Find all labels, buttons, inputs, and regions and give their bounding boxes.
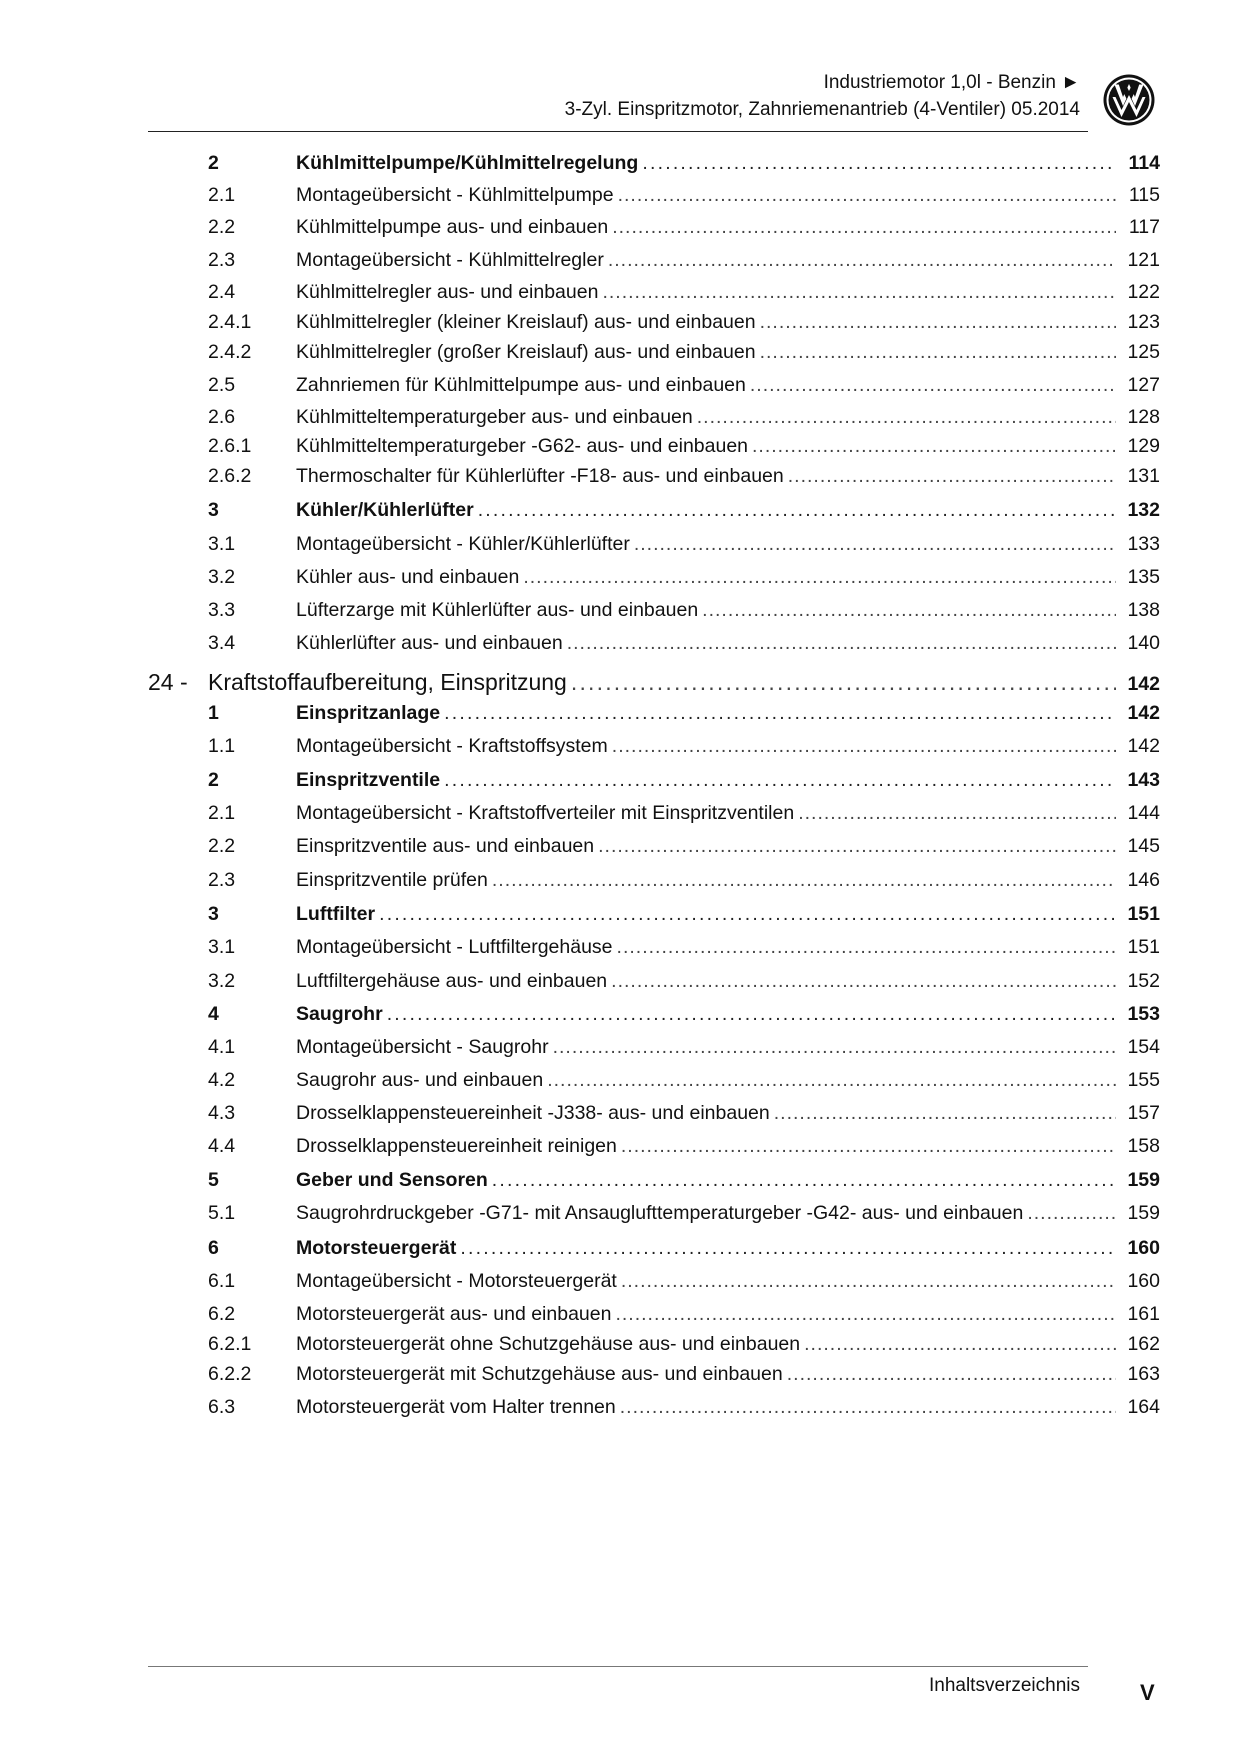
- toc-number: 1.1: [208, 735, 236, 757]
- toc-title: Kühlmittelpumpe aus- und einbauen: [296, 216, 609, 238]
- toc-number: 3.2: [208, 566, 236, 588]
- toc-entry[interactable]: [148, 435, 1160, 465]
- toc-page-number: 135: [1127, 566, 1160, 588]
- toc-number: 3: [208, 903, 219, 925]
- header-divider: [148, 131, 1088, 132]
- toc-title: Kühlmittelregler (kleiner Kreislauf) aus- und einbauen: [296, 311, 756, 333]
- toc-title: Einspritzventile prüfen: [296, 869, 488, 891]
- toc-leader-dots: [788, 465, 1116, 488]
- toc-page-number: 132: [1127, 499, 1160, 521]
- toc-entry[interactable]: [148, 1169, 1160, 1199]
- toc-number: 4.2: [208, 1069, 236, 1091]
- footer-page-number: V: [1140, 1680, 1155, 1705]
- toc-number: 2.5: [208, 374, 236, 396]
- toc-page-number: 115: [1128, 184, 1160, 206]
- toc-leader-dots: [492, 1169, 1116, 1192]
- toc-entry[interactable]: [148, 249, 1160, 279]
- toc-title: Kühlmittelregler aus- und einbauen: [296, 281, 599, 303]
- toc-number: 2.6.2: [208, 465, 252, 487]
- toc-title: Motorsteuergerät ohne Schutzgehäuse aus- und einbauen: [296, 1333, 801, 1355]
- toc-number: 1: [208, 702, 219, 724]
- toc-number: 2.1: [208, 184, 236, 206]
- toc-number: 6.2.2: [208, 1363, 252, 1385]
- header-subtitle: 3-Zyl. Einspritzmotor, Zahnriemenantrieb (4-Ventiler) 05.2014: [564, 99, 1080, 120]
- toc-title: Saugrohr: [296, 1003, 383, 1025]
- toc-page-number: 114: [1128, 152, 1160, 174]
- toc-title: Montageübersicht - Kühler/Kühlerlüfter: [296, 533, 630, 555]
- toc-leader-dots: [642, 152, 1116, 175]
- toc-leader-dots: [752, 435, 1116, 458]
- toc-title: Kühlerlüfter aus- und einbauen: [296, 632, 563, 654]
- toc-entry[interactable]: [148, 1396, 1160, 1426]
- toc-page-number: 138: [1127, 599, 1160, 621]
- toc-entry[interactable]: [148, 1237, 1160, 1267]
- toc-page-number: 157: [1127, 1102, 1160, 1124]
- toc-page-number: 145: [1127, 835, 1160, 857]
- toc-page-number: 146: [1127, 869, 1160, 891]
- toc-page-number: 160: [1127, 1237, 1160, 1259]
- toc-title: Kühlmittelregler (großer Kreislauf) aus- und einbauen: [296, 341, 756, 363]
- toc-leader-dots: [1027, 1202, 1116, 1225]
- toc-leader-dots: [697, 406, 1116, 429]
- toc-page-number: 152: [1127, 970, 1160, 992]
- toc-number: 2.4.1: [208, 311, 252, 333]
- toc-page-number: 121: [1127, 249, 1160, 271]
- toc-entry[interactable]: [148, 802, 1160, 832]
- toc-entry[interactable]: [148, 406, 1160, 436]
- toc-title: Kühler/Kühlerlüfter: [296, 499, 474, 521]
- toc-number: 2.4.2: [208, 341, 252, 363]
- toc-entry[interactable]: [148, 499, 1160, 529]
- toc-number: 5: [208, 1169, 219, 1191]
- toc-page-number: 164: [1127, 1396, 1160, 1418]
- toc-title: Luftfiltergehäuse aus- und einbauen: [296, 970, 608, 992]
- toc-number: 6: [208, 1237, 219, 1259]
- toc-title: Kraftstoffaufbereitung, Einspritzung: [208, 669, 567, 695]
- toc-leader-dots: [774, 1102, 1116, 1125]
- toc-leader-dots: [387, 1003, 1116, 1026]
- toc-title: Montageübersicht - Motorsteuergerät: [296, 1270, 617, 1292]
- toc-number: 3.4: [208, 632, 236, 654]
- toc-page-number: 158: [1127, 1135, 1160, 1157]
- toc-page-number: 151: [1127, 903, 1160, 925]
- toc-number: 6.3: [208, 1396, 236, 1418]
- toc-entry[interactable]: [148, 1303, 1160, 1333]
- toc-page-number: 144: [1127, 802, 1160, 824]
- toc-title: Montageübersicht - Saugrohr: [296, 1036, 549, 1058]
- toc-leader-dots: [492, 869, 1116, 892]
- toc-entry[interactable]: [148, 216, 1160, 246]
- toc-title: Saugrohrdruckgeber -G71- mit Ansauglufttemperaturgeber -G42- aus- und einbauen: [296, 1202, 1024, 1224]
- toc-title: Einspritzventile: [296, 769, 441, 791]
- toc-number: 4.4: [208, 1135, 236, 1157]
- toc-number: 2.3: [208, 249, 236, 271]
- toc-page-number: 129: [1127, 435, 1160, 457]
- toc-page-number: 160: [1127, 1270, 1160, 1292]
- toc-entry[interactable]: [148, 533, 1160, 563]
- toc-number: 2.2: [208, 216, 236, 238]
- toc-entry[interactable]: [148, 1102, 1160, 1132]
- toc-leader-dots: [618, 184, 1116, 207]
- toc-title: Motorsteuergerät: [296, 1237, 457, 1259]
- toc-leader-dots: [571, 669, 1116, 696]
- toc-entry[interactable]: [148, 903, 1160, 933]
- toc-entry[interactable]: [148, 566, 1160, 596]
- toc-title: Geber und Sensoren: [296, 1169, 488, 1191]
- toc-title: Drosselklappensteuereinheit -J338- aus- und einbauen: [296, 1102, 770, 1124]
- toc-page-number: 125: [1127, 341, 1160, 363]
- toc-leader-dots: [612, 735, 1116, 758]
- toc-page-number: 131: [1127, 465, 1160, 487]
- toc-leader-dots: [760, 311, 1116, 334]
- toc-number: 4.3: [208, 1102, 236, 1124]
- toc-leader-dots: [798, 802, 1116, 825]
- toc-title: Montageübersicht - Kraftstoffverteiler mit Einspritzventilen: [296, 802, 795, 824]
- toc-number: 2.6.1: [208, 435, 252, 457]
- toc-leader-dots: [617, 936, 1116, 959]
- toc-leader-dots: [760, 341, 1116, 364]
- toc-page-number: 142: [1127, 702, 1160, 724]
- toc-entry[interactable]: [148, 1069, 1160, 1099]
- toc-number: 2.4: [208, 281, 236, 303]
- toc-number: 4: [208, 1003, 219, 1025]
- toc-title: Drosselklappensteuereinheit reinigen: [296, 1135, 617, 1157]
- toc-entry[interactable]: [148, 281, 1160, 311]
- toc-number: 3.2: [208, 970, 236, 992]
- toc-number: 2.1: [208, 802, 236, 824]
- toc-title: Kühlmitteltemperaturgeber -G62- aus- und einbauen: [296, 435, 749, 457]
- toc-entry[interactable]: [148, 835, 1160, 865]
- header-title: Industriemotor 1,0l - Benzin ►: [823, 72, 1080, 93]
- toc-number: 6.1: [208, 1270, 236, 1292]
- toc-title: Einspritzanlage: [296, 702, 441, 724]
- toc-page-number: 140: [1127, 632, 1160, 654]
- toc-leader-dots: [612, 216, 1116, 239]
- toc-leader-dots: [804, 1333, 1116, 1356]
- toc-number: 6.2: [208, 1303, 236, 1325]
- toc-page-number: 127: [1127, 374, 1160, 396]
- toc-leader-dots: [444, 702, 1116, 725]
- toc-entry[interactable]: [148, 769, 1160, 799]
- toc-entry[interactable]: [148, 1270, 1160, 1300]
- toc-leader-dots: [598, 835, 1116, 858]
- vw-logo-icon: [1102, 73, 1156, 127]
- toc-leader-dots: [621, 1270, 1116, 1293]
- toc-number: 2.3: [208, 869, 236, 891]
- toc-leader-dots: [608, 249, 1116, 272]
- toc-title: Zahnriemen für Kühlmittelpumpe aus- und einbauen: [296, 374, 746, 396]
- toc-page-number: 159: [1127, 1202, 1160, 1224]
- toc-leader-dots: [615, 1303, 1116, 1326]
- toc-title: Lüfterzarge mit Kühlerlüfter aus- und einbauen: [296, 599, 699, 621]
- toc-page-number: 122: [1127, 281, 1160, 303]
- toc-number: 5.1: [208, 1202, 236, 1224]
- toc-page-number: 154: [1127, 1036, 1160, 1058]
- toc-leader-dots: [460, 1237, 1116, 1260]
- toc-entry[interactable]: [148, 936, 1160, 966]
- toc-entry[interactable]: [148, 374, 1160, 404]
- toc-leader-dots: [567, 632, 1116, 655]
- toc-entry[interactable]: [148, 311, 1160, 341]
- toc-page-number: 142: [1127, 673, 1160, 695]
- toc-page-number: 117: [1128, 216, 1160, 238]
- toc-entry[interactable]: [148, 599, 1160, 629]
- toc-title: Montageübersicht - Luftfiltergehäuse: [296, 936, 613, 958]
- toc-page-number: 153: [1127, 1003, 1160, 1025]
- toc-page-number: 163: [1127, 1363, 1160, 1385]
- toc-title: Motorsteuergerät aus- und einbauen: [296, 1303, 612, 1325]
- toc-entry[interactable]: [148, 152, 1160, 182]
- toc-leader-dots: [602, 281, 1116, 304]
- toc-page-number: 142: [1127, 735, 1160, 757]
- toc-leader-dots: [787, 1363, 1116, 1386]
- toc-number: 2: [208, 769, 219, 791]
- toc-leader-dots: [620, 1396, 1116, 1419]
- toc-page-number: 123: [1127, 311, 1160, 333]
- toc-number: 6.2.1: [208, 1333, 252, 1355]
- toc-entry[interactable]: [148, 1135, 1160, 1165]
- toc-title: Motorsteuergerät vom Halter trennen: [296, 1396, 616, 1418]
- toc-page-number: 161: [1127, 1303, 1160, 1325]
- toc-title: Motorsteuergerät mit Schutzgehäuse aus- und einbauen: [296, 1363, 783, 1385]
- toc-leader-dots: [611, 970, 1116, 993]
- footer-label: Inhaltsverzeichnis: [928, 1675, 1080, 1696]
- toc-title: Montageübersicht - Kühlmittelregler: [296, 249, 604, 271]
- toc-entry[interactable]: [148, 1003, 1160, 1033]
- toc-entry[interactable]: [148, 1036, 1160, 1066]
- toc-number: 3.1: [208, 533, 236, 555]
- toc-entry[interactable]: [148, 1363, 1160, 1393]
- toc-leader-dots: [553, 1036, 1116, 1059]
- toc-leader-dots: [621, 1135, 1116, 1158]
- toc-entry[interactable]: [148, 1202, 1160, 1232]
- toc-title: Saugrohr aus- und einbauen: [296, 1069, 544, 1091]
- toc-entry[interactable]: [148, 869, 1160, 899]
- toc-entry[interactable]: [148, 735, 1160, 765]
- toc-leader-dots: [478, 499, 1116, 522]
- toc-entry[interactable]: [148, 341, 1160, 371]
- toc-page-number: 128: [1127, 406, 1160, 428]
- toc-entry[interactable]: [148, 702, 1160, 732]
- toc-entry[interactable]: [148, 465, 1160, 495]
- toc-title: Thermoschalter für Kühlerlüfter -F18- aus- und einbauen: [296, 465, 784, 487]
- toc-entry[interactable]: [148, 184, 1160, 214]
- toc-entry[interactable]: [148, 632, 1160, 662]
- toc-leader-dots: [444, 769, 1116, 792]
- toc-title: Montageübersicht - Kühlmittelpumpe: [296, 184, 614, 206]
- toc-page-number: 143: [1127, 769, 1160, 791]
- footer-divider: [148, 1666, 1088, 1667]
- toc-leader-dots: [750, 374, 1116, 397]
- toc-leader-dots: [634, 533, 1116, 556]
- toc-leader-dots: [547, 1069, 1116, 1092]
- toc-number: 3.3: [208, 599, 236, 621]
- toc-number: 3: [208, 499, 219, 521]
- toc-page-number: 151: [1127, 936, 1160, 958]
- toc-title: Montageübersicht - Kraftstoffsystem: [296, 735, 608, 757]
- toc-page-number: 162: [1127, 1333, 1160, 1355]
- toc-number: 4.1: [208, 1036, 236, 1058]
- toc-title: Luftfilter: [296, 903, 376, 925]
- toc-number: 24 -: [148, 669, 188, 695]
- toc-title: Kühlmittelpumpe/Kühlmittelregelung: [296, 152, 639, 174]
- toc-page-number: 155: [1127, 1069, 1160, 1091]
- page-header: [0, 0, 1240, 140]
- toc-entry[interactable]: [148, 1333, 1160, 1363]
- toc-page-number: 133: [1127, 533, 1160, 555]
- toc-title: Kühlmitteltemperaturgeber aus- und einbauen: [296, 406, 693, 428]
- toc-number: 2.6: [208, 406, 236, 428]
- toc-title: Kühler aus- und einbauen: [296, 566, 520, 588]
- toc-page-number: 159: [1127, 1169, 1160, 1191]
- toc-number: 2: [208, 152, 219, 174]
- toc-leader-dots: [523, 566, 1116, 589]
- toc-chapter[interactable]: [148, 669, 1160, 699]
- toc-leader-dots: [379, 903, 1116, 926]
- toc-title: Einspritzventile aus- und einbauen: [296, 835, 595, 857]
- toc-number: 2.2: [208, 835, 236, 857]
- toc-number: 3.1: [208, 936, 236, 958]
- toc-leader-dots: [702, 599, 1116, 622]
- toc-entry[interactable]: [148, 970, 1160, 1000]
